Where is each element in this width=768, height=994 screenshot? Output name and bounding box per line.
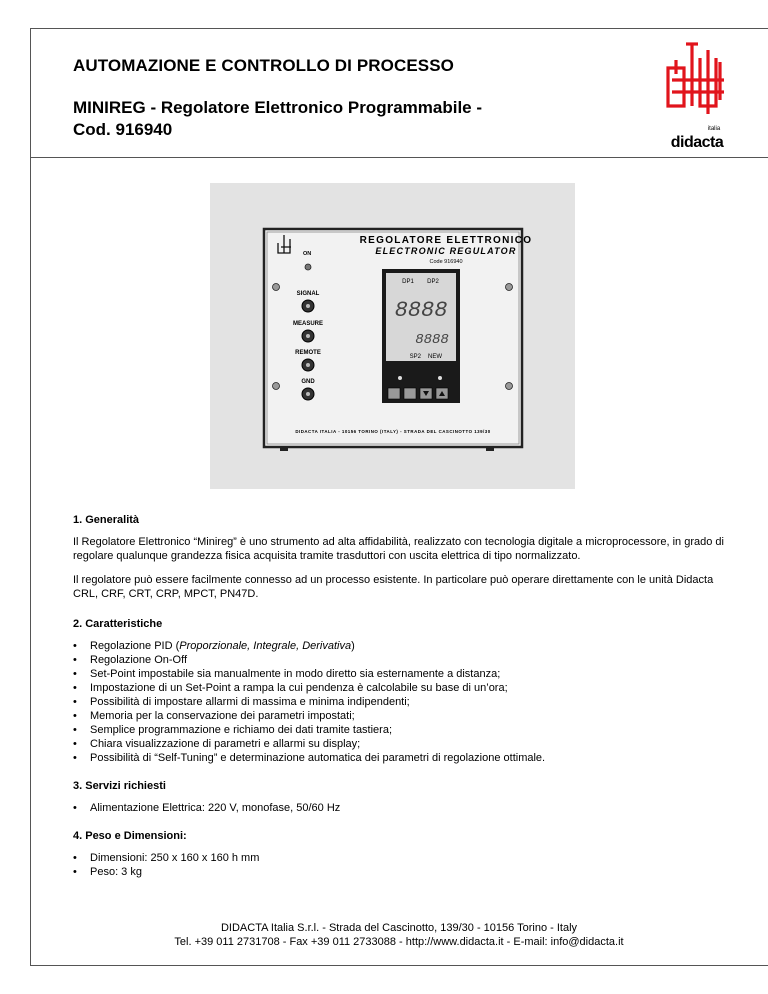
list-item: • Regolazione On-Off	[73, 653, 733, 667]
label-measure: MEASURE	[292, 321, 324, 327]
screw-icon	[273, 383, 280, 390]
refresh-key-icon	[404, 388, 416, 399]
list-item: • Dimensioni: 250 x 160 x 160 h mm	[73, 851, 733, 865]
list-item: • Memoria per la conservazione dei parametri impostati;	[73, 709, 733, 723]
list-item: • Possibilità di impostare allarmi di massima e minima indipendenti;	[73, 695, 733, 709]
product-title	[73, 97, 553, 141]
list-item: • Chiara visualizzazione di parametri e allarmi su display;	[73, 737, 733, 751]
label-remote: REMOTE	[295, 350, 321, 356]
device-code: Code 916940	[429, 259, 463, 265]
section-title: 3. Servizi richiesti	[73, 780, 166, 792]
display-dp1: DP1	[402, 279, 414, 285]
label-signal: SIGNAL	[296, 291, 320, 297]
footer-contacts: Tel. +39 011 2731708 - Fax +39 011 2733088 - http://www.didacta.it - E-mail: info@didacta.it	[174, 936, 624, 948]
device-footer: DIDACTA ITALIA - 10156 TORINO (ITALY) - STRADA DEL CASCINOTTO 139/30	[295, 429, 491, 434]
list-item: • Semplice programmazione e richiamo dei dati tramite tastiera;	[73, 723, 733, 737]
logo-subtext: italia	[707, 126, 721, 132]
display-sub-value: 8888	[415, 332, 449, 348]
led-icon	[438, 376, 442, 380]
list-item: • Possibilità di “Self-Tuning” e determinazione automatica dei parametri di regolazione ottimale.	[73, 751, 733, 765]
device-illustration	[210, 183, 575, 489]
product-title-line2: Cod. 916940	[73, 120, 173, 139]
page-footer	[30, 921, 768, 949]
led-icon	[398, 376, 402, 380]
paragraph: Il Regolatore Elettronico “Minireg” è uno strumento ad alta affidabilità, realizzato con tecnologia digitale a microprocessore, in grado di regolare qualunque grandezza fisica acquisita tramite trasduttori con uscita elettrica di tipo normalizzato.	[73, 536, 724, 562]
document-body	[73, 513, 733, 893]
logo-text: didacta	[670, 134, 724, 151]
device-subtitle: ELECTRONIC REGULATOR	[375, 246, 517, 256]
screw-icon	[506, 383, 513, 390]
display-main-value: 8888	[394, 298, 448, 323]
dimensions-list	[73, 851, 733, 879]
didacta-logo	[662, 40, 732, 152]
enter-key-icon	[388, 388, 400, 399]
section-title: 4. Peso e Dimensioni:	[73, 830, 187, 842]
on-led-icon	[305, 264, 311, 270]
list-item: • Impostazione di un Set-Point a rampa la cui pendenza è calcolabile su base di un’ora;	[73, 681, 733, 695]
product-title-line1: MINIREG - Regolatore Elettronico Programmabile -	[73, 98, 483, 117]
display-dp2: DP2	[427, 279, 439, 285]
device-title: REGOLATORE ELETTRONICO	[359, 235, 533, 246]
list-item: • Regolazione PID (Proporzionale, Integrale, Derivativa)	[73, 639, 733, 653]
page-title: AUTOMAZIONE E CONTROLLO DI PROCESSO	[73, 56, 454, 75]
features-list	[73, 639, 733, 765]
footer-address: DIDACTA Italia S.r.l. - Strada del Cascinotto, 139/30 - 10156 Torino - Italy	[220, 922, 578, 934]
screw-icon	[273, 284, 280, 291]
header-divider	[30, 157, 768, 158]
list-item: • Peso: 3 kg	[73, 865, 733, 879]
label-gnd: GND	[301, 379, 315, 385]
display-new: NEW	[428, 354, 442, 360]
label-on: ON	[303, 251, 312, 257]
screw-icon	[506, 284, 513, 291]
section-title: 2. Caratteristiche	[73, 618, 163, 630]
display-sp2: SP2	[409, 354, 421, 360]
services-list	[73, 801, 733, 815]
section-title: 1. Generalità	[73, 514, 140, 526]
paragraph: Il regolatore può essere facilmente connesso ad un processo esistente. In particolare può operare direttamente con le unità Didacta CRL, CRF, CRT, CRP, MPCT, PN47D.	[73, 574, 714, 600]
list-item: • Alimentazione Elettrica: 220 V, monofase, 50/60 Hz	[73, 801, 733, 815]
list-item: • Set-Point impostabile sia manualmente in modo diretto sia esternamente a distanza;	[73, 667, 733, 681]
product-photo	[210, 183, 575, 489]
